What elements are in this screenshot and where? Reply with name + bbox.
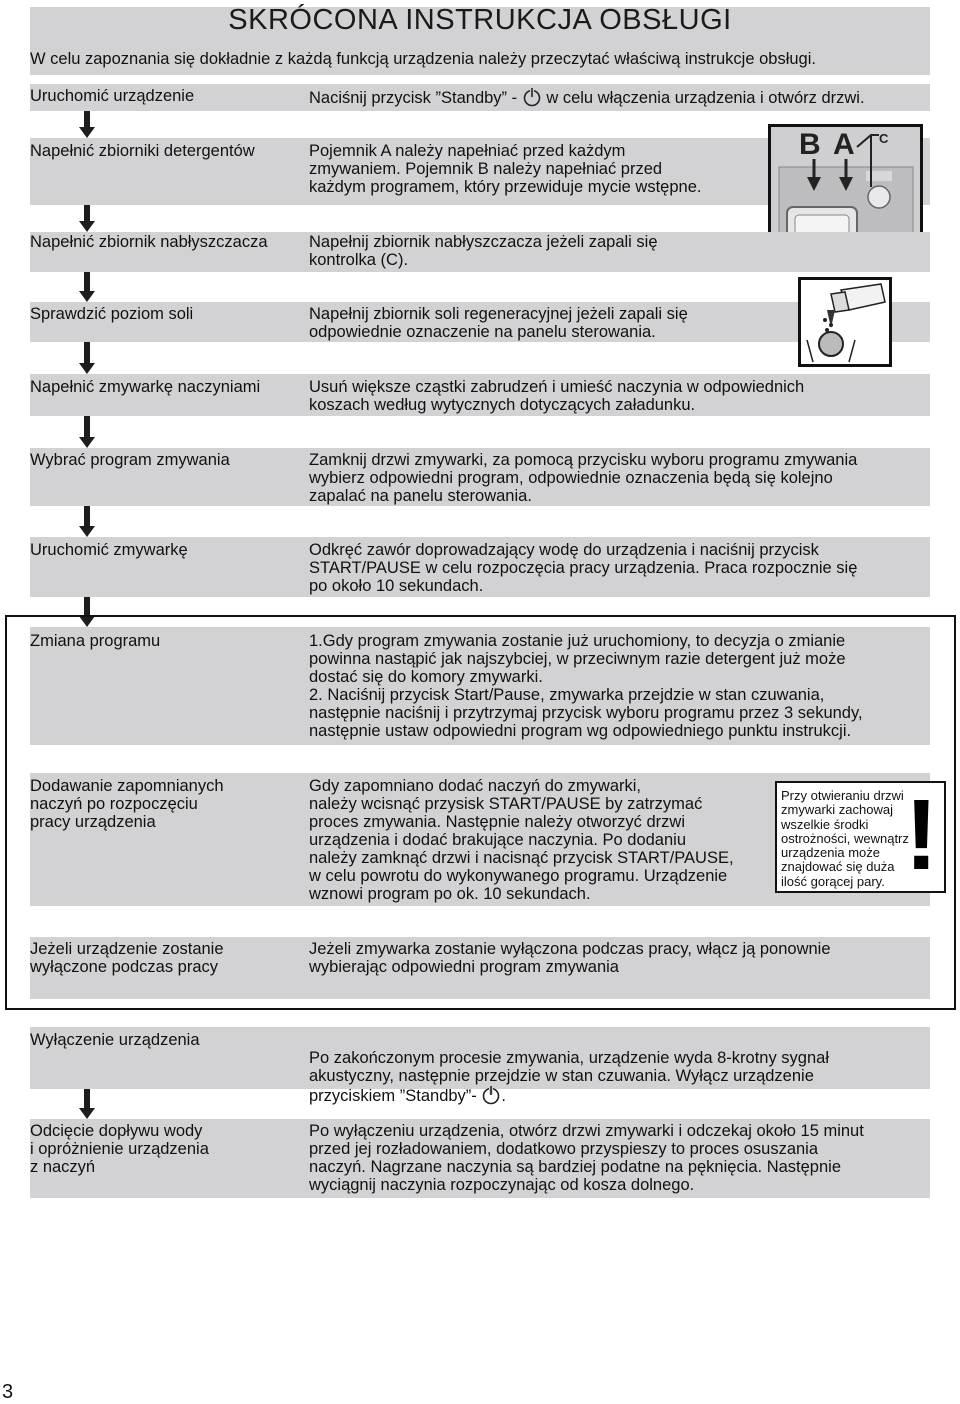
label-a: A [833, 128, 855, 161]
step-label: Odcięcie dopływu wody i opróżnienie urządzenia z naczyń [30, 1122, 209, 1176]
step-label: Wybrać program zmywania [30, 451, 230, 469]
step-label: Uruchomić urządzenie [30, 87, 195, 105]
step-text [309, 1031, 829, 1105]
step-text: Po wyłączeniu urządzenia, otwórz drzwi zmywarki i odczekaj około 15 minut przed jej rozładowaniem, dodatkowo przyspieszy to proces osuszania naczyń. Nagrzane naczynia są bardziej podatne na pęknięcia. Następnie wyciągnij naczynia rozpoczynając od kosza dolnego. [309, 1122, 864, 1194]
flow-arrow [79, 342, 95, 374]
step-label: Napełnić zmywarkę naczyniami [30, 378, 261, 396]
page-title: SKRÓCONA INSTRUKCJA OBSŁUGI [228, 4, 732, 36]
step-label: Jeżeli urządzenie zostanie wyłączone podczas pracy [30, 940, 224, 976]
flow-arrow [79, 205, 95, 232]
page-number: 3 [2, 1381, 14, 1403]
step-text: Jeżeli zmywarka zostanie wyłączona podczas pracy, włącz ją ponownie wybierając odpowiedni program zmywania [309, 940, 831, 976]
step-text: Zamknij drzwi zmywarki, za pomocą przycisku wyboru programu zmywania wybierz odpowiedni program, odpowiednie oznaczenia będą się kolejno zapalać na panelu sterowania. [309, 451, 858, 505]
flow-arrow [79, 272, 95, 302]
step-label: Napełnić zbiorniki detergentów [30, 142, 255, 160]
step-text-part: Po zakończonym procesie zmywania, urządzenie wyda 8-krotny sygnał akustyczny, następnie przejdzie w stan czuwania. Wyłącz urządzenie przyciskiem ”Standby”- [309, 1049, 829, 1105]
flow-arrow [79, 111, 95, 138]
salt-illustration [801, 280, 889, 364]
step-text: Odkręć zawór doprowadzający wodę do urządzenia i naciśnij przycisk START/PAUSE w celu rozpoczęcia pracy urządzenia. Praca rozpocznie się po około 10 sekundach. [309, 541, 858, 595]
exclamation-icon: ! [904, 779, 938, 891]
flow-arrow [79, 506, 95, 537]
step-label: Uruchomić zmywarkę [30, 541, 188, 559]
step-text: Napełnij zbiornik nabłyszczacza jeżeli zapali się kontrolka (C). [309, 233, 658, 269]
step-text: 1.Gdy program zmywania zostanie już uruchomiony, to decyzja o zmianie powinna nastąpić jak najszybciej, w przeciwnym razie detergent już może dostać się do komory zmywarki. 2. Naciśnij przycisk Start/Pause, zmywarka przejdzie w stan czuwania, następnie naciśnij i przytrzymaj przycisk wyboru programu przez 3 sekundy, następnie ustaw odpowiedni program wg odpowiedniego punktu instrukcji. [309, 632, 863, 740]
step-label: Wyłączenie urządzenia [30, 1031, 200, 1049]
step-text-part: . [501, 1087, 506, 1105]
warning-box [775, 781, 946, 893]
step-label: Sprawdzić poziom soli [30, 305, 194, 323]
warning-text: Przy otwieraniu drzwi zmywarki zachowaj wszelkie środki ostrożności, wewnątrz urządzenia może znajdować się duża ilość gorącej pary. [781, 788, 909, 889]
step-text: Usuń większe cząstki zabrudzeń i umieść naczynia w odpowiednich koszach według wytycznych dotyczących załadunku. [309, 378, 805, 414]
step-label: Napełnić zbiornik nabłyszczacza [30, 233, 268, 251]
step-text-part: Naciśnij przycisk ”Standby” - [309, 89, 522, 107]
step-label: Dodawanie zapomnianych naczyń po rozpoczęciu pracy urządzenia [30, 777, 224, 831]
intro-text: W celu zapoznania się dokładnie z każdą funkcją urządzenia należy przeczytać właściwą instrukcje obsługi. [30, 50, 816, 68]
step-text [309, 87, 865, 107]
flow-arrow [79, 1089, 95, 1119]
power-standby-icon [481, 1085, 501, 1105]
flow-arrow [79, 416, 95, 448]
step-label: Zmiana programu [30, 632, 161, 650]
step-text: Napełnij zbiornik soli regeneracyjnej jeżeli zapali się odpowiednie oznaczenie na panelu sterowania. [309, 305, 688, 341]
step-text-part: w celu włączenia urządzenia i otwórz drzwi. [541, 89, 865, 107]
label-b: B [799, 128, 821, 161]
salt-refill-figure [798, 277, 892, 367]
step-text: Gdy zapomniano dodać naczyń do zmywarki, należy wcisnąć przysisk START/PAUSE by zatrzymać proces zmywania. Następnie należy otworzyć drzwi urządzenia i dodać brakujące naczynia. Po dodaniu należy zamknąć drzwi i nacisnąć przycisk START/PAUSE, w celu powrotu do wykonywanego programu. Urządzenie wznowi program po ok. 10 sekundach. [309, 777, 734, 903]
step-text: Pojemnik A należy napełniać przed każdym zmywaniem. Pojemnik B należy napełniać przed każdym programem, który przewiduje mycie wstępne. [309, 142, 702, 196]
power-standby-icon [522, 87, 542, 107]
label-c: C [879, 131, 889, 146]
